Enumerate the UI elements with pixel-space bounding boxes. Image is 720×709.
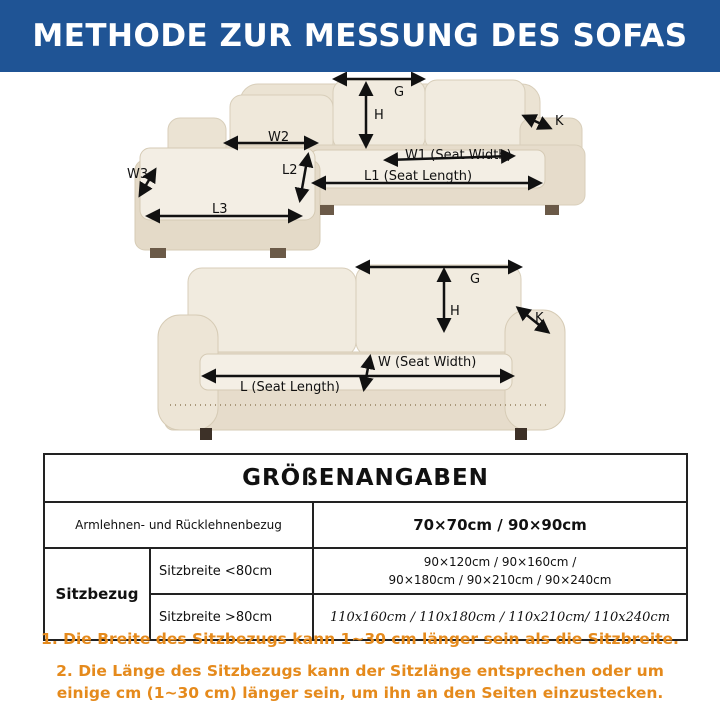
label-sofa-k: K [535, 311, 544, 326]
row1-value [313, 548, 687, 594]
row1-label: Sitzbreite <80cm [150, 548, 313, 594]
label-sofa-g: G [470, 272, 481, 287]
note-2-line1: 2. Die Länge des Sitzbezugs kann der Sitzlänge entsprechen oder um [56, 662, 664, 680]
label-l3: L3 [212, 202, 228, 217]
size-table [43, 453, 688, 641]
label-g: G [394, 85, 405, 100]
note-2 [0, 660, 720, 704]
label-k: K [555, 114, 564, 129]
three-seat-sofa [158, 265, 565, 440]
row2-label: Sitzbreite >80cm [150, 594, 313, 640]
label-w2: W2 [268, 130, 290, 145]
row2-value: 110x160cm / 110x180cm / 110x210cm/ 110x240cm [313, 594, 687, 640]
armrest-label: Armlehnen- und Rücklehnenbezug [44, 502, 313, 548]
seat-group-label: Sitzbezug [44, 548, 150, 640]
label-h: H [374, 108, 384, 123]
armrest-value: 70×70cm / 90×90cm [313, 502, 687, 548]
note-2-line2: einige cm (1~30 cm) länger sein, um ihn an den Seiten einzustecken. [56, 684, 664, 702]
row1-line2: 90×180cm / 90×210cm / 90×240cm [388, 573, 612, 587]
header-banner [0, 0, 720, 72]
sectional-sofa [135, 80, 585, 258]
label-l1: L1 (Seat Length) [364, 169, 473, 184]
label-sofa-w: W (Seat Width) [378, 355, 477, 370]
sofa-diagram [0, 72, 720, 452]
table-title: GRÖßENANGABEN [44, 454, 687, 502]
label-w1: W1 (Seat Width) [405, 148, 512, 163]
label-sofa-l: L (Seat Length) [240, 380, 340, 395]
label-sofa-h: H [450, 304, 460, 319]
page-title: METHODE ZUR MESSUNG DES SOFAS [32, 18, 688, 54]
note-1: 1. Die Breite des Sitzbezugs kann 1~30 cm länger sein als die Sitzbreite. [41, 630, 679, 648]
row1-line1: 90×120cm / 90×160cm / [423, 555, 577, 569]
label-l2: L2 [282, 163, 298, 178]
label-w3: W3 [127, 167, 149, 182]
